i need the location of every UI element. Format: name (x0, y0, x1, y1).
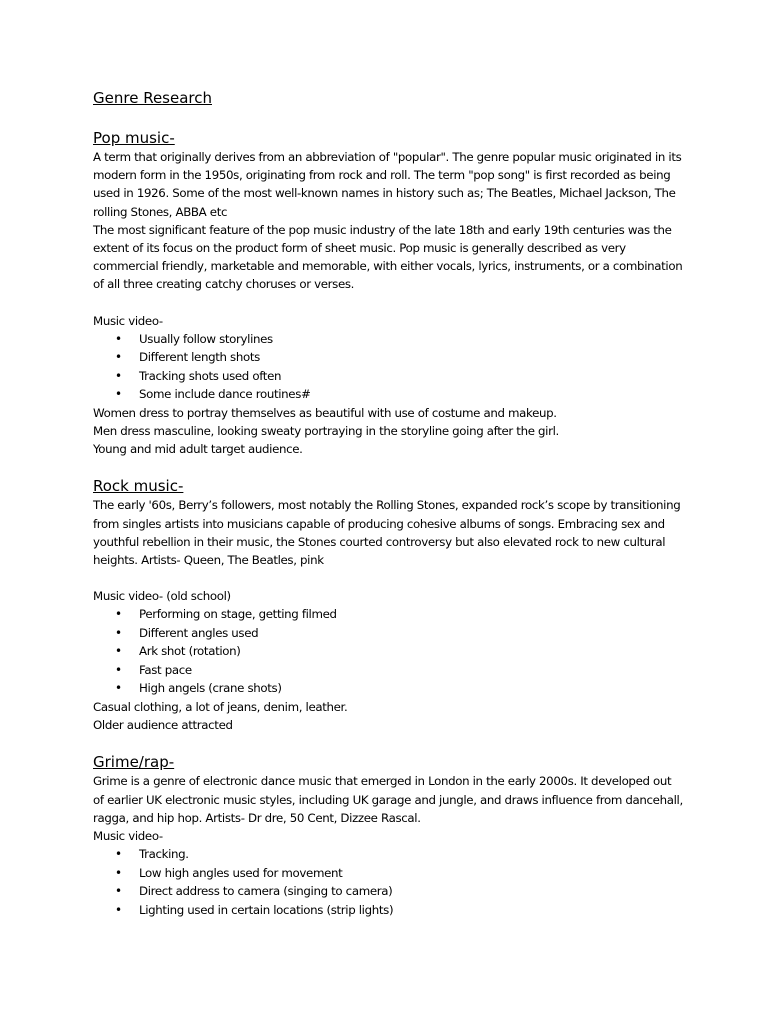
pop-costume-note: Women dress to portray themselves as beautiful with use of costume and makeup. (93, 405, 557, 420)
bullet-icon: • (115, 662, 122, 677)
pop-video-list (93, 330, 683, 404)
list-item: • Ark shot (rotation) (93, 642, 683, 661)
list-item: • Lighting used in certain locations (strip lights) (93, 901, 683, 920)
bullet-icon: • (115, 387, 122, 402)
list-item: • Different length shots (93, 348, 683, 367)
grime-section (93, 752, 683, 919)
bullet-icon: • (115, 368, 122, 383)
list-item: • Tracking shots used often (93, 367, 683, 386)
pop-paragraph-2: The most significant feature of the pop music industry of the late 18th and early 19th centuries was the extent of its focus on the product form of sheet music. Pop music is generally described as very commercial friendly, marketable and memorable, with either vocals, lyrics, instruments, or a combination of all three creating catchy choruses or verses. (93, 222, 683, 292)
list-item: • Direct address to camera (singing to camera) (93, 882, 683, 901)
bullet-icon: • (115, 644, 122, 659)
list-item: • Usually follow storylines (93, 330, 683, 349)
rock-audience-note: Older audience attracted (93, 718, 233, 733)
rock-paragraph-1: The early '60s, Berry’s followers, most notably the Rolling Stones, expanded rock’s scope by transitioning from singles artists into musicians capable of producing cohesive albums of songs. Embracing sex and youthful rebellion in their music, the Stones courted controversy but also elevated rock to new cultural heights. Artists- Queen, The Beatles, pink (93, 498, 681, 568)
rock-video-list (93, 605, 683, 698)
document-page (93, 88, 683, 919)
list-item: • Low high angles used for movement (93, 864, 683, 883)
bullet-icon: • (115, 331, 122, 346)
bullet-icon: • (115, 681, 122, 696)
list-item: • Different angles used (93, 624, 683, 643)
rock-clothing-note: Casual clothing, a lot of jeans, denim, leather. (93, 699, 348, 714)
rock-video-label: Music video- (old school) (93, 589, 231, 604)
grime-heading: Grime/rap- (93, 753, 175, 772)
grime-video-list (93, 845, 683, 919)
bullet-icon: • (115, 607, 122, 622)
grime-paragraph-1: Grime is a genre of electronic dance music that emerged in London in the early 2000s. It developed out of earlier UK electronic music styles, including UK garage and jungle, and draws influence from dancehall, ragga, and hip hop. Artists- Dr dre, 50 Cent, Dizzee Rascal. (93, 774, 683, 825)
list-item: • High angels (crane shots) (93, 679, 683, 698)
bullet-icon: • (115, 884, 122, 899)
bullet-icon: • (115, 865, 122, 880)
bullet-icon: • (115, 902, 122, 917)
bullet-icon: • (115, 350, 122, 365)
pop-video-label: Music video- (93, 313, 163, 328)
pop-audience-note: Young and mid adult target audience. (93, 442, 303, 457)
pop-paragraph-1: A term that originally derives from an abbreviation of "popular". The genre popular music originated in its modern form in the 1950s, originating from rock and roll. The term "pop song" is first recorded as being used in 1926. Some of the most well-known names in history such as; The Beatles, Michael Jackson, The rolling Stones, ABBA etc (93, 150, 682, 219)
rock-heading: Rock music- (93, 477, 184, 496)
grime-video-label: Music video- (93, 828, 163, 843)
pop-men-note: Men dress masculine, looking sweaty portraying in the storyline going after the girl. (93, 424, 559, 439)
pop-section (93, 128, 683, 458)
pop-heading: Pop music- (93, 129, 175, 147)
list-item: • Performing on stage, getting filmed (93, 605, 683, 624)
bullet-icon: • (115, 625, 122, 640)
list-item: • Some include dance routines# (93, 385, 683, 404)
bullet-icon: • (115, 847, 122, 862)
list-item: • Fast pace (93, 661, 683, 680)
rock-section (93, 476, 683, 734)
list-item: • Tracking. (93, 845, 683, 864)
document-title: Genre Research (93, 89, 212, 107)
